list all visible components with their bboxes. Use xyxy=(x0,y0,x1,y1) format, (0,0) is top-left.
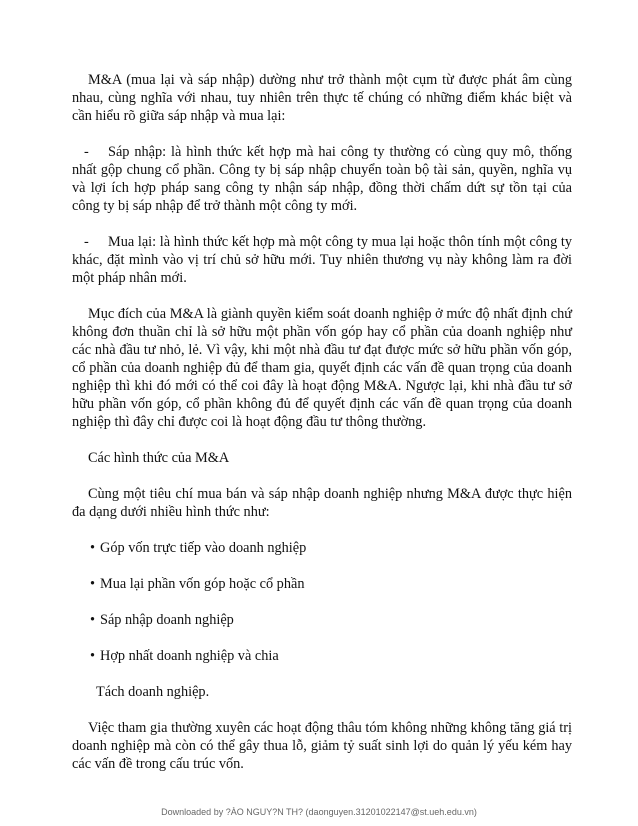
list-item xyxy=(72,611,572,629)
list-item-text: Sáp nhập doanh nghiệp xyxy=(100,612,234,628)
list-item xyxy=(72,647,572,665)
paragraph-forms-tail: Tách doanh nghiệp. xyxy=(96,684,210,700)
paragraph-purpose: Mục đích của M&A là giành quyền kiểm soát doanh nghiệp ở mức độ nhất định chứ không đơn thuần chỉ là sở hữu một phần vốn góp hay cổ phần của doanh nghiệp như các nhà đầu tư nhỏ, lẻ. Vì vậy, khi một nhà đầu tư đạt được mức sở hữu phần vốn góp, cổ phần của doanh nghiệp đủ để tham gia, quyết định các vấn đề quan trọng của doanh nghiệp thì khi đó mới có thể coi đây là hoạt động M&A. Ngược lại, khi nhà đầu tư sở hữu phần vốn góp, cổ phần không đủ để quyết định các vấn đề quan trọng của doanh nghiệp thì đây chỉ được coi là hoạt động đầu tư thông thường. xyxy=(72,306,572,430)
list-item-text: Mua lại phần vốn góp hoặc cổ phần xyxy=(100,576,305,592)
list-item-text: Góp vốn trực tiếp vào doanh nghiệp xyxy=(100,540,307,556)
list-item xyxy=(72,539,572,557)
list-item xyxy=(72,575,572,593)
paragraph-intro: M&A (mua lại và sáp nhập) dường như trở thành một cụm từ được phát âm cùng nhau, cùng nghĩa với nhau, tuy nhiên trên thực tế chúng có những điểm khác biệt và cần hiểu rõ giữa sáp nhập và mua lại: xyxy=(72,72,572,124)
definition-acquisition-text: Mua lại: là hình thức kết hợp mà một công ty mua lại hoặc thôn tính một công ty khác, đặt mình vào vị trí chủ sở hữu mới. Tuy nhiên thương vụ này không làm ra đời một pháp nhân mới. xyxy=(72,234,572,286)
definition-acquisition xyxy=(72,233,572,287)
list-item-text: Hợp nhất doanh nghiệp và chia xyxy=(100,648,279,664)
paragraph-forms-intro: Cùng một tiêu chí mua bán và sáp nhập doanh nghiệp nhưng M&A được thực hiện đa dạng dưới nhiều hình thức như: xyxy=(72,486,572,520)
bullet-marker: • xyxy=(90,540,96,556)
document-body xyxy=(72,71,572,773)
bullet-marker: • xyxy=(90,576,96,592)
bullet-marker: • xyxy=(90,612,96,628)
dash-marker: - xyxy=(84,234,89,250)
definition-merger-text: Sáp nhập: là hình thức kết hợp mà hai công ty thường có cùng quy mô, thống nhất gộp chung cổ phần. Công ty bị sáp nhập chuyển toàn bộ tài sản, quyền, nghĩa vụ và lợi ích hợp pháp sang công ty nhận sáp nhập, đồng thời chấm dứt sự tồn tại của công ty bị sáp nhập để trở thành một công ty mới. xyxy=(72,144,572,214)
definition-merger xyxy=(72,143,572,215)
bullet-marker: • xyxy=(90,648,96,664)
section-heading-forms: Các hình thức của M&A xyxy=(88,450,230,466)
forms-list xyxy=(72,539,572,665)
paragraph-closing: Việc tham gia thường xuyên các hoạt động thâu tóm không những không tăng giá trị doanh nghiệp mà còn có thể gây thua lỗ, giảm tỷ suất sinh lợi do quản lý yếu kém hay các vấn đề trong cấu trúc vốn. xyxy=(72,720,572,772)
download-footer: Downloaded by ?ÀO NGUY?N TH? (daonguyen.31201022147@st.ueh.edu.vn) xyxy=(161,807,477,817)
dash-marker: - xyxy=(84,144,89,160)
